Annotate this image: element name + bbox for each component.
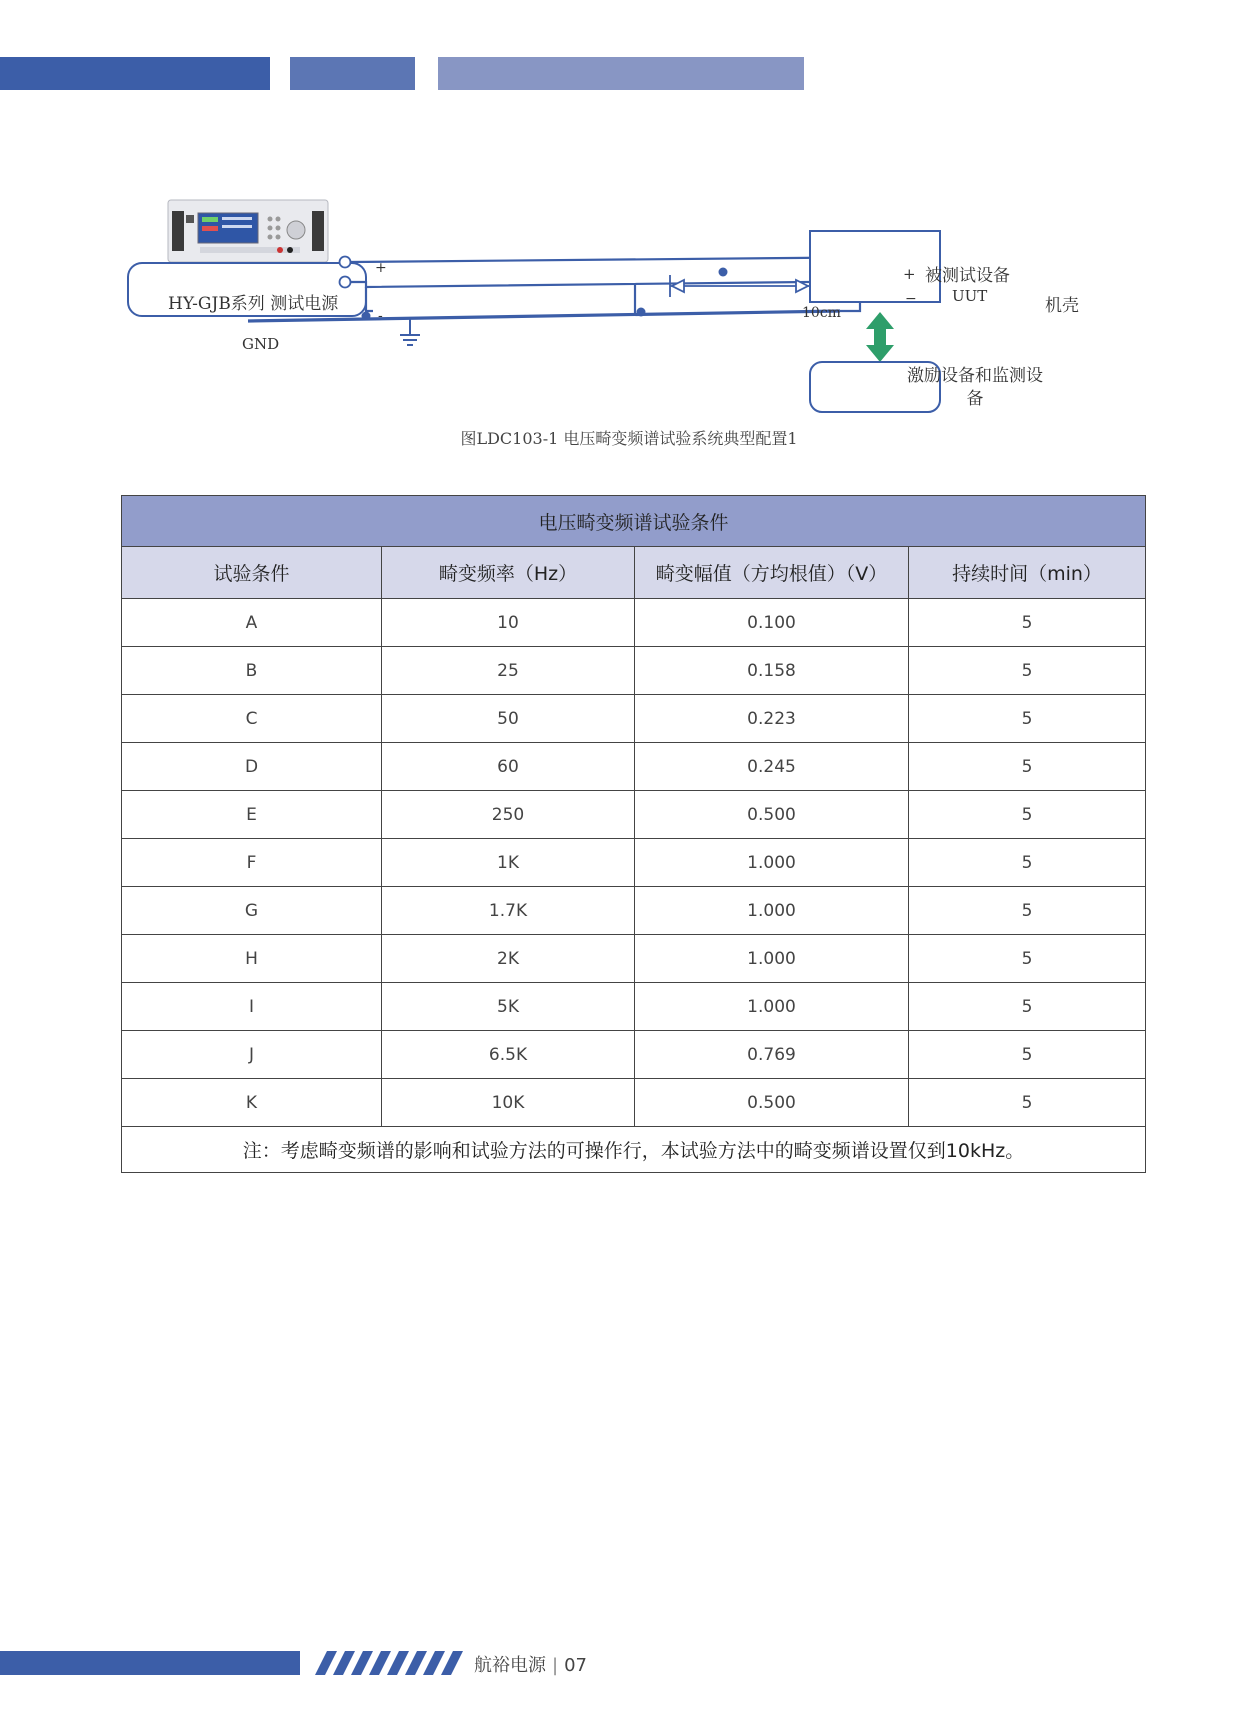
- table-cell: C: [122, 695, 382, 743]
- table-cell: 5: [909, 1031, 1146, 1079]
- table-cell: 5: [909, 983, 1146, 1031]
- table-cell: F: [122, 839, 382, 887]
- table-cell: 0.158: [635, 647, 909, 695]
- table-cell: 0.223: [635, 695, 909, 743]
- junction-dot: [637, 308, 646, 317]
- table-cell: 6.5K: [382, 1031, 635, 1079]
- table-cell: 5: [909, 1079, 1146, 1127]
- column-header: 畸变幅值（方均根值）（V）: [635, 547, 909, 599]
- table-cell: 0.500: [635, 1079, 909, 1127]
- table-cell: 5: [909, 695, 1146, 743]
- table-cell: 60: [382, 743, 635, 791]
- table-row: [122, 743, 1146, 791]
- table-cell: 10: [382, 599, 635, 647]
- table-cell: 5: [909, 791, 1146, 839]
- table-row: [122, 599, 1146, 647]
- table-cell: 1.000: [635, 935, 909, 983]
- table-cell: E: [122, 791, 382, 839]
- junction-dot: [719, 268, 728, 277]
- chassis-label: 机壳: [1045, 296, 1079, 316]
- table-cell: G: [122, 887, 382, 935]
- power-supply-device-image: [168, 200, 328, 262]
- table-row: [122, 935, 1146, 983]
- uut-title: 被测试设备: [925, 266, 1010, 286]
- table-row: [122, 695, 1146, 743]
- distance-label: 10cm: [802, 305, 841, 321]
- table-row: [122, 887, 1146, 935]
- stimulus-label: 激励设备和监测设备: [907, 366, 1043, 409]
- page-number: 07: [564, 1655, 587, 1676]
- table-title: 电压畸变频谱试验条件: [122, 496, 1146, 547]
- header-bar-secondary: [290, 57, 415, 90]
- table-row: [122, 839, 1146, 887]
- table-cell: K: [122, 1079, 382, 1127]
- table-cell: 5K: [382, 983, 635, 1031]
- table-cell: 5: [909, 839, 1146, 887]
- header-bar-tertiary: [438, 57, 804, 90]
- table-cell: 1.000: [635, 839, 909, 887]
- psu-minus-ground-link: [366, 287, 373, 311]
- table-cell: J: [122, 1031, 382, 1079]
- bidirectional-arrow: [866, 312, 894, 362]
- table-cell: 0.100: [635, 599, 909, 647]
- psu-minus-terminal: [340, 277, 351, 288]
- test-setup-diagram: [120, 195, 1100, 420]
- test-conditions-table: [121, 495, 1145, 1173]
- table-cell: B: [122, 647, 382, 695]
- distance-dimension: [670, 275, 810, 297]
- table-note: 注：考虑畸变频谱的影响和试验方法的可操作行，本试验方法中的畸变频谱设置仅到10kHz。: [122, 1127, 1146, 1173]
- table-cell: 5: [909, 599, 1146, 647]
- footer-bar: [0, 1651, 300, 1675]
- psu-label: HY-GJB系列 测试电源: [168, 294, 339, 314]
- ground-symbol: [400, 319, 420, 345]
- table-cell: 0.500: [635, 791, 909, 839]
- table-row: [122, 1031, 1146, 1079]
- footer-separator: |: [552, 1655, 559, 1676]
- table-cell: 2K: [382, 935, 635, 983]
- table-cell: 250: [382, 791, 635, 839]
- footer-brand: 航裕电源: [474, 1655, 546, 1676]
- gnd-label: GND: [242, 335, 280, 353]
- table-cell: D: [122, 743, 382, 791]
- table-cell: 1.7K: [382, 887, 635, 935]
- column-header: 畸变频率（Hz）: [382, 547, 635, 599]
- uut-name: UUT: [952, 287, 988, 305]
- table-cell: H: [122, 935, 382, 983]
- uut-plus-sign: +: [903, 265, 916, 283]
- figure-caption: 图LDC103-1 电压畸变频谱试验系统典型配置1: [460, 429, 798, 448]
- uut-minus-sign: −: [905, 291, 917, 307]
- table-cell: 1K: [382, 839, 635, 887]
- table-cell: 10K: [382, 1079, 635, 1127]
- footer-stripes: [305, 1651, 465, 1675]
- table-cell: A: [122, 599, 382, 647]
- table-cell: 5: [909, 887, 1146, 935]
- table-cell: I: [122, 983, 382, 1031]
- footer-text: [474, 1651, 587, 1677]
- table-row: [122, 791, 1146, 839]
- uut-box: [810, 231, 940, 302]
- table-cell: 1.000: [635, 887, 909, 935]
- table-row: [122, 647, 1146, 695]
- table-cell: 0.769: [635, 1031, 909, 1079]
- column-header: 持续时间（min）: [909, 547, 1146, 599]
- table-cell: 0.245: [635, 743, 909, 791]
- junction-dot: [362, 312, 371, 321]
- column-header: 试验条件: [122, 547, 382, 599]
- table-row: [122, 983, 1146, 1031]
- psu-plus-sign: +: [375, 260, 387, 276]
- table-row: [122, 1079, 1146, 1127]
- table-cell: 5: [909, 647, 1146, 695]
- table-cell: 5: [909, 743, 1146, 791]
- table-cell: 50: [382, 695, 635, 743]
- header-bar-primary: [0, 57, 270, 90]
- table-cell: 5: [909, 935, 1146, 983]
- psu-plus-terminal: [340, 257, 351, 268]
- psu-minus-sign: -: [378, 308, 383, 324]
- table-cell: 25: [382, 647, 635, 695]
- table-cell: 1.000: [635, 983, 909, 1031]
